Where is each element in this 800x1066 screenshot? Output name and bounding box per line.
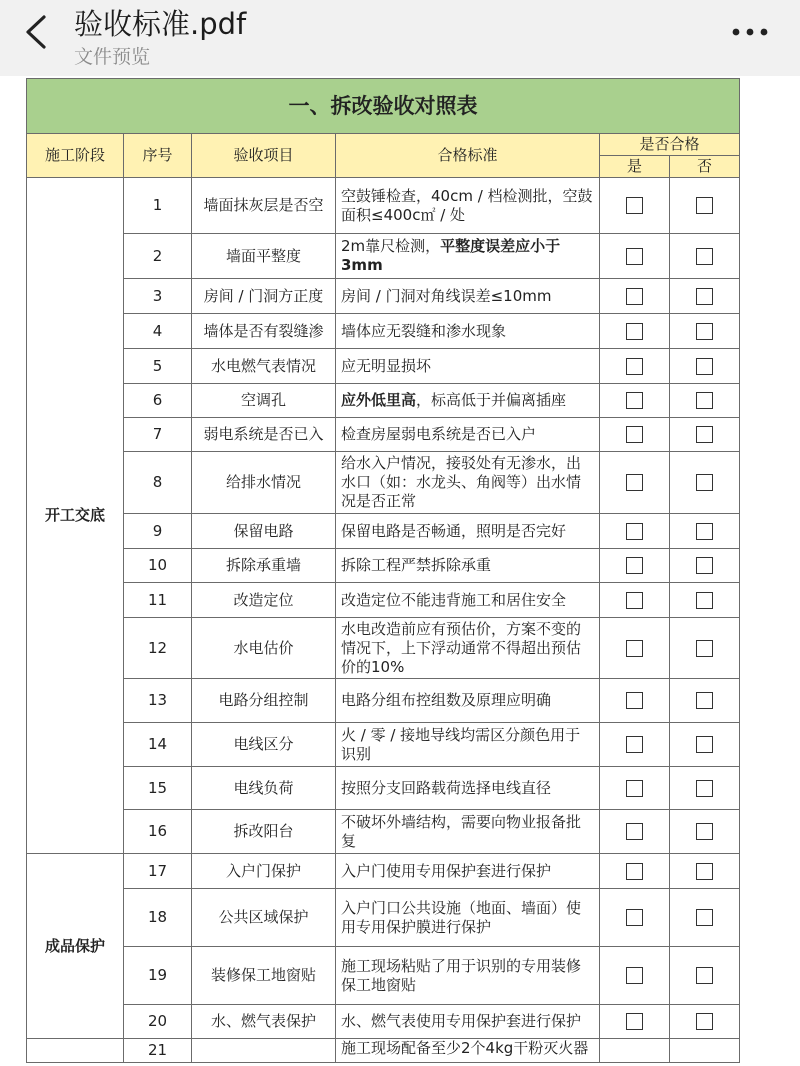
standard-text: 空鼓锤检查，40cm / 档检测批，空鼓面积≤400c㎡ / 处 (341, 186, 593, 224)
pass-no-cell (670, 234, 740, 279)
seq-cell: 6 (124, 384, 192, 418)
pass-no-cell (670, 549, 740, 583)
standard-cell (336, 178, 600, 234)
document-viewer[interactable] (0, 76, 800, 1066)
item-cell: 房间 / 门洞方正度 (192, 279, 336, 314)
pass-no-cell (670, 279, 740, 314)
table-row (27, 549, 740, 583)
checkbox-no[interactable] (696, 358, 713, 375)
table-row (27, 418, 740, 452)
seq-cell: 5 (124, 349, 192, 384)
standard-cell (336, 1005, 600, 1039)
pass-no-cell (670, 889, 740, 947)
item-cell: 电线负荷 (192, 767, 336, 810)
checkbox-yes[interactable] (626, 523, 643, 540)
table-row (27, 1039, 740, 1063)
table-row (27, 349, 740, 384)
seq-cell: 16 (124, 810, 192, 854)
table-body (27, 178, 740, 1063)
table-row (27, 854, 740, 889)
pass-no-cell (670, 679, 740, 723)
standard-text: ，标高低于并偏离插座 (416, 391, 567, 409)
seq-cell: 4 (124, 314, 192, 349)
checkbox-yes[interactable] (626, 557, 643, 574)
standard-cell (336, 514, 600, 549)
table-row (27, 234, 740, 279)
item-cell: 水、燃气表保护 (192, 1005, 336, 1039)
standard-text: 房间 / 门洞对角线误差≤10mm (341, 286, 552, 305)
standard-text: 保留电路是否畅通，照明是否完好 (341, 521, 567, 540)
item-cell: 水电估价 (192, 618, 336, 679)
table-row (27, 1005, 740, 1039)
pass-yes-cell (600, 889, 670, 947)
checkbox-yes[interactable] (626, 780, 643, 797)
seq-cell: 7 (124, 418, 192, 452)
item-cell (192, 1039, 336, 1063)
standard-text: 入户门使用专用保护套进行保护 (341, 861, 552, 880)
pass-yes-cell (600, 1039, 670, 1063)
acceptance-table (26, 78, 740, 1063)
checkbox-no[interactable] (696, 248, 713, 265)
standard-text: 电路分组布控组数及原理应明确 (341, 691, 552, 709)
back-arrow-icon[interactable] (20, 14, 54, 50)
standard-text: 应无明显损坏 (341, 356, 432, 375)
pass-yes-cell (600, 810, 670, 854)
checkbox-no[interactable] (696, 323, 713, 340)
standard-text: 给水入户情况，接驳处有无渗水，出水口（如：水龙头、角阀等）出水情况是否正常 (341, 454, 582, 510)
checkbox-no[interactable] (696, 692, 713, 709)
standard-cell (336, 452, 600, 514)
checkbox-no[interactable] (696, 197, 713, 214)
seq-cell: 17 (124, 854, 192, 889)
file-subtitle: 文件预览 (74, 46, 151, 68)
pass-no-cell (670, 723, 740, 767)
seq-cell: 8 (124, 452, 192, 514)
checkbox-no[interactable] (696, 909, 713, 926)
checkbox-yes[interactable] (626, 736, 643, 753)
col-header-no: 否 (670, 156, 740, 178)
seq-cell: 11 (124, 583, 192, 618)
col-header-yes: 是 (600, 156, 670, 178)
checkbox-yes[interactable] (626, 197, 643, 214)
table-row (27, 514, 740, 549)
table-title: 一、拆改验收对照表 (27, 79, 740, 134)
table-row (27, 314, 740, 349)
standard-cell (336, 549, 600, 583)
item-cell: 拆改阳台 (192, 810, 336, 854)
item-cell: 给排水情况 (192, 452, 336, 514)
seq-cell: 14 (124, 723, 192, 767)
checkbox-no[interactable] (696, 592, 713, 609)
standard-text: 检查房屋弱电系统是否已入户 (341, 425, 537, 443)
pass-yes-cell (600, 384, 670, 418)
standard-bold: 平整度误差应小于3mm (341, 237, 561, 274)
checkbox-yes[interactable] (626, 358, 643, 375)
checkbox-no[interactable] (696, 557, 713, 574)
standard-cell (336, 679, 600, 723)
pass-yes-cell (600, 618, 670, 679)
checkbox-no[interactable] (696, 1013, 713, 1030)
pass-no-cell (670, 418, 740, 452)
pass-yes-cell (600, 723, 670, 767)
pass-yes-cell (600, 549, 670, 583)
item-cell: 保留电路 (192, 514, 336, 549)
standard-cell (336, 810, 600, 854)
table-row (27, 889, 740, 947)
col-header-pass: 是否合格 (600, 134, 740, 156)
pass-yes-cell (600, 1005, 670, 1039)
seq-cell: 9 (124, 514, 192, 549)
col-header-standard: 合格标准 (336, 134, 600, 178)
standard-text: 水、燃气表使用专用保护套进行保护 (341, 1012, 582, 1030)
checkbox-yes[interactable] (626, 863, 643, 880)
col-header-seq: 序号 (124, 134, 192, 178)
stage-cell (27, 1039, 124, 1063)
pass-no-cell (670, 349, 740, 384)
table-row (27, 384, 740, 418)
item-cell: 改造定位 (192, 583, 336, 618)
standard-cell (336, 723, 600, 767)
checkbox-yes[interactable] (626, 392, 643, 409)
item-cell: 公共区域保护 (192, 889, 336, 947)
top-bar (0, 0, 800, 76)
pass-no-cell (670, 452, 740, 514)
standard-text: 施工现场粘贴了用于识别的专用装修保工地窗贴 (341, 956, 582, 994)
pass-yes-cell (600, 514, 670, 549)
checkbox-no[interactable] (696, 823, 713, 840)
pass-no-cell (670, 1005, 740, 1039)
checkbox-yes[interactable] (626, 967, 643, 984)
pass-yes-cell (600, 854, 670, 889)
pass-yes-cell (600, 452, 670, 514)
checkbox-no[interactable] (696, 426, 713, 443)
pass-yes-cell (600, 279, 670, 314)
pass-no-cell (670, 854, 740, 889)
table-row (27, 679, 740, 723)
pass-yes-cell (600, 418, 670, 452)
standard-cell (336, 234, 600, 279)
standard-text: 墙体应无裂缝和渗水现象 (341, 321, 507, 340)
checkbox-yes[interactable] (626, 426, 643, 443)
standard-cell (336, 618, 600, 679)
pass-yes-cell (600, 178, 670, 234)
checkbox-yes[interactable] (626, 823, 643, 840)
standard-bold: 应外低里高 (341, 391, 417, 409)
checkbox-yes[interactable] (626, 909, 643, 926)
pass-no-cell (670, 618, 740, 679)
checkbox-no[interactable] (696, 780, 713, 797)
pass-no-cell (670, 1039, 740, 1063)
standard-cell (336, 583, 600, 618)
seq-cell: 18 (124, 889, 192, 947)
standard-text: 改造定位不能违背施工和居住安全 (341, 590, 567, 609)
pass-yes-cell (600, 234, 670, 279)
pass-no-cell (670, 384, 740, 418)
seq-cell: 10 (124, 549, 192, 583)
item-cell: 水电燃气表情况 (192, 349, 336, 384)
seq-cell: 15 (124, 767, 192, 810)
seq-cell: 3 (124, 279, 192, 314)
seq-cell: 21 (124, 1039, 192, 1063)
table-row (27, 279, 740, 314)
checkbox-no[interactable] (696, 392, 713, 409)
pass-yes-cell (600, 679, 670, 723)
standard-text: 火 / 零 / 接地导线均需区分颜色用于识别 (341, 725, 581, 763)
file-title: 验收标准.pdf (74, 7, 247, 41)
item-cell: 入户门保护 (192, 854, 336, 889)
standard-cell (336, 767, 600, 810)
pass-no-cell (670, 810, 740, 854)
item-cell: 空调孔 (192, 384, 336, 418)
item-cell: 拆除承重墙 (192, 549, 336, 583)
col-header-stage: 施工阶段 (27, 134, 124, 178)
table-row (27, 723, 740, 767)
standard-cell (336, 349, 600, 384)
seq-cell: 13 (124, 679, 192, 723)
pass-yes-cell (600, 349, 670, 384)
seq-cell: 19 (124, 947, 192, 1005)
standard-text: 拆除工程严禁拆除承重 (341, 556, 492, 574)
pass-yes-cell (600, 314, 670, 349)
item-cell: 电路分组控制 (192, 679, 336, 723)
seq-cell: 12 (124, 618, 192, 679)
checkbox-yes[interactable] (626, 692, 643, 709)
pass-yes-cell (600, 583, 670, 618)
pass-no-cell (670, 314, 740, 349)
standard-cell (336, 279, 600, 314)
checkbox-yes[interactable] (626, 474, 643, 491)
checkbox-no[interactable] (696, 863, 713, 880)
standard-cell (336, 1039, 600, 1063)
standard-text: 2m靠尺检测， (341, 237, 441, 255)
standard-cell (336, 947, 600, 1005)
item-cell: 电线区分 (192, 723, 336, 767)
checkbox-yes[interactable] (626, 323, 643, 340)
checkbox-no[interactable] (696, 640, 713, 657)
checkbox-no[interactable] (696, 523, 713, 540)
standard-text: 施工现场配备至少2个4kg干粉灭火器 (341, 1039, 589, 1057)
checkbox-no[interactable] (696, 474, 713, 491)
col-header-item: 验收项目 (192, 134, 336, 178)
more-options-icon[interactable] (728, 20, 772, 44)
stage-cell: 成品保护 (27, 854, 124, 1039)
checkbox-no[interactable] (696, 736, 713, 753)
standard-cell (336, 889, 600, 947)
pass-no-cell (670, 178, 740, 234)
pass-no-cell (670, 947, 740, 1005)
standard-cell (336, 854, 600, 889)
item-cell: 墙面平整度 (192, 234, 336, 279)
table-row (27, 178, 740, 234)
table-row (27, 767, 740, 810)
standard-text: 按照分支回路载荷选择电线直径 (341, 778, 552, 797)
standard-text: 入户门口公共设施（地面、墙面）使用专用保护膜进行保护 (341, 898, 582, 936)
checkbox-yes[interactable] (626, 1013, 643, 1030)
standard-cell (336, 314, 600, 349)
table-row (27, 947, 740, 1005)
seq-cell: 1 (124, 178, 192, 234)
pass-no-cell (670, 767, 740, 810)
pass-yes-cell (600, 767, 670, 810)
checkbox-yes[interactable] (626, 248, 643, 265)
standard-text: 水电改造前应有预估价，方案不变的情况下，上下浮动通常不得超出预估价的10% (341, 619, 582, 676)
table-row (27, 618, 740, 679)
standard-cell (336, 384, 600, 418)
pass-no-cell (670, 514, 740, 549)
seq-cell: 2 (124, 234, 192, 279)
item-cell: 墙面抹灰层是否空 (192, 178, 336, 234)
checkbox-no[interactable] (696, 967, 713, 984)
item-cell: 弱电系统是否已入 (192, 418, 336, 452)
standard-cell (336, 418, 600, 452)
table-row (27, 810, 740, 854)
checkbox-yes[interactable] (626, 288, 643, 305)
table-row (27, 583, 740, 618)
item-cell: 墙体是否有裂缝渗 (192, 314, 336, 349)
item-cell: 装修保工地窗贴 (192, 947, 336, 1005)
seq-cell: 20 (124, 1005, 192, 1039)
stage-cell: 开工交底 (27, 178, 124, 854)
pass-no-cell (670, 583, 740, 618)
checkbox-no[interactable] (696, 288, 713, 305)
pass-yes-cell (600, 947, 670, 1005)
checkbox-yes[interactable] (626, 592, 643, 609)
standard-text: 不破坏外墙结构，需要向物业报备批复 (341, 812, 582, 850)
checkbox-yes[interactable] (626, 640, 643, 657)
table-row (27, 452, 740, 514)
